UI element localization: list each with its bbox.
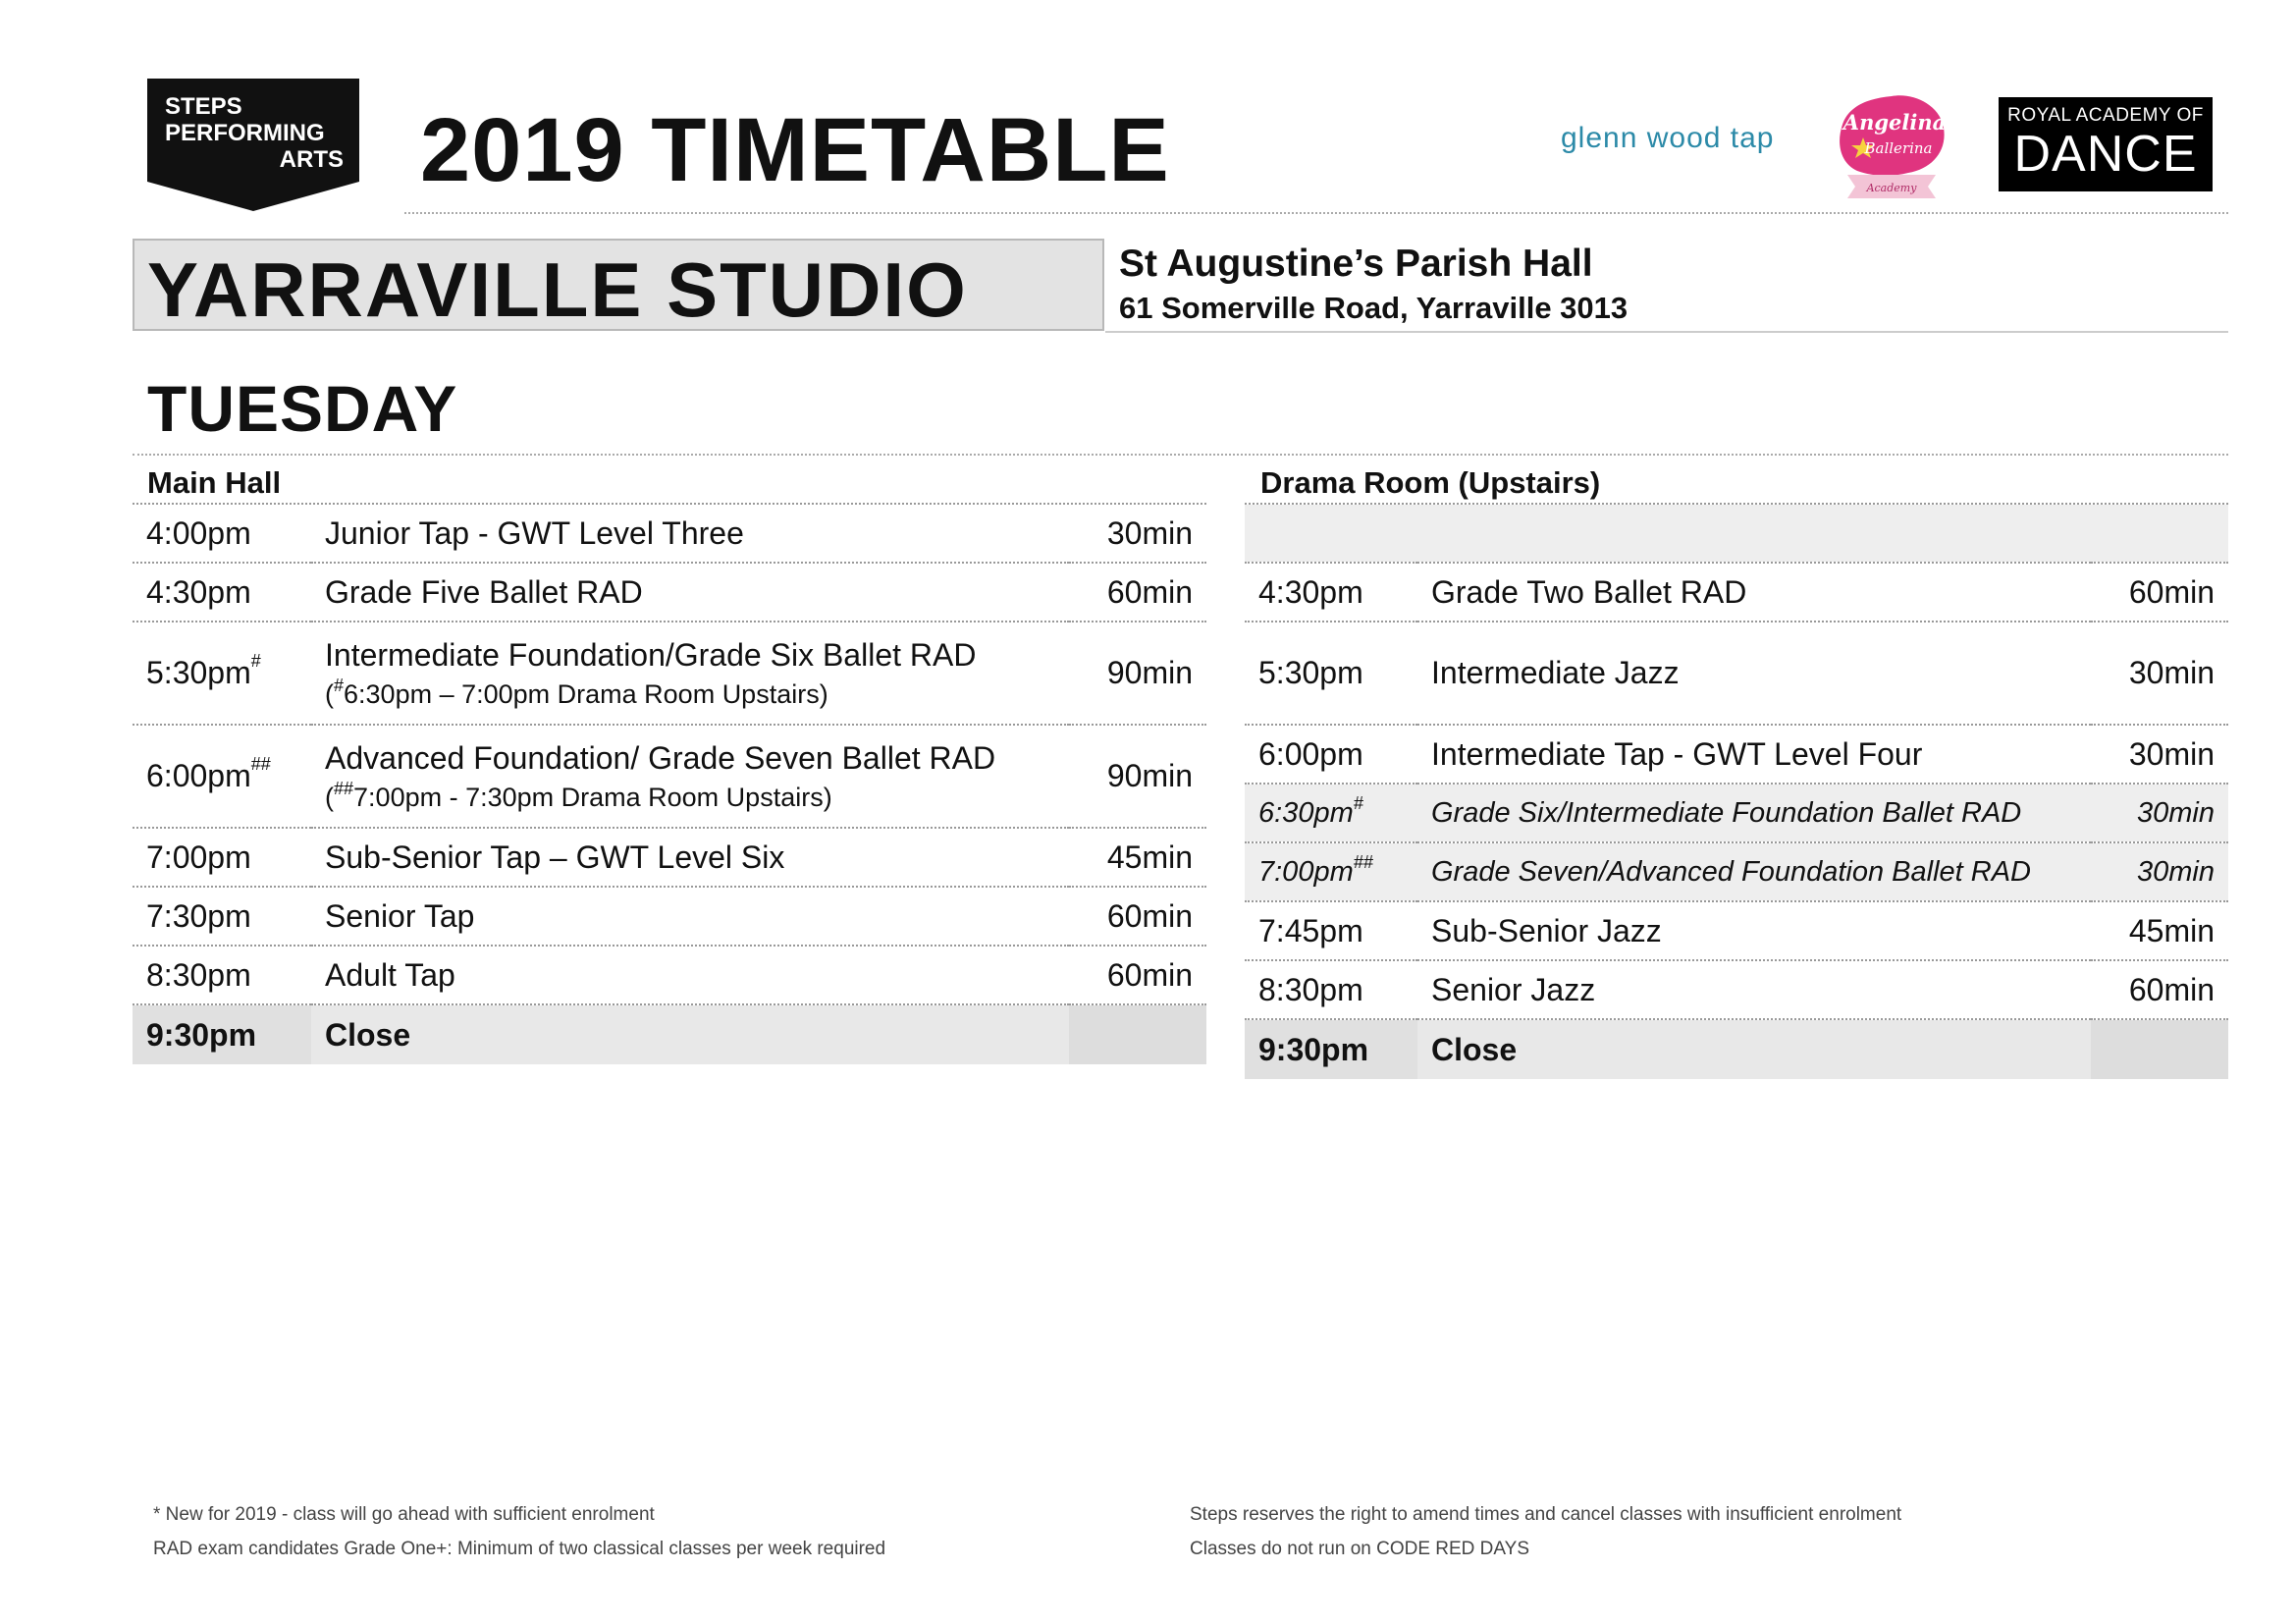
rad-logo-top: ROYAL ACADEMY OF [2007,105,2204,126]
note-text: 7:00pm - 7:30pm Drama Room Upstairs) [353,782,832,812]
studio-name: YARRAVILLE STUDIO [147,246,968,333]
footnote-rad-exam: RAD exam candidates Grade One+: Minimum of two classical classes per week required [153,1539,886,1559]
class-time-cell [1245,842,1417,901]
angelina-sub: Ballerina [1864,139,1933,157]
close-duration [1069,1004,1206,1064]
table-row [133,563,1206,622]
class-time: 7:45pm [1245,901,1417,960]
footnote-amend-times: Steps reserves the right to amend times and cancel classes with insufficient enrolment [1190,1504,1902,1525]
class-name: Sub-Senior Tap – GWT Level Six [311,828,1069,887]
header-divider [404,212,2228,214]
venue-divider [1105,331,2228,333]
day-divider [133,454,2228,456]
class-time: 8:30pm [1245,960,1417,1019]
class-time: 7:30pm [133,887,311,946]
table-row [1245,842,2228,901]
class-time: 4:00pm [133,505,311,563]
class-name: Adult Tap [311,946,1069,1004]
class-time: 5:30pm [146,655,251,690]
class-name: Senior Jazz [1417,960,2091,1019]
drama-room-schedule [1245,505,2228,1079]
royal-academy-of-dance-logo [1999,97,2213,191]
table-row [133,887,1206,946]
angelina-ballerina-logo [1834,90,1949,200]
class-name: Intermediate Tap - GWT Level Four [1417,725,2091,784]
class-time [1245,505,1417,563]
close-row [1245,1019,2228,1079]
angelina-academy: Academy [1866,182,1917,194]
close-label: Close [311,1004,1069,1064]
table-row [133,505,1206,563]
day-title: TUESDAY [147,372,458,445]
class-time: 4:30pm [133,563,311,622]
class-time-cell [133,725,311,828]
class-time: 6:30pm [1258,796,1354,829]
venue-name: St Augustine’s Parish Hall [1119,243,1593,285]
footnote-mark: # [334,675,345,695]
class-time: 6:00pm [1245,725,1417,784]
class-name: Grade Two Ballet RAD [1417,563,2091,622]
class-time: 7:00pm [1258,855,1354,888]
logo-line-2: PERFORMING [165,120,325,146]
logo-line-3: ARTS [279,146,344,173]
steps-performing-arts-logo [147,79,359,211]
footnote-mark: ## [334,778,354,798]
footnote-mark: ## [250,754,271,774]
class-name [1417,505,2091,563]
page-title: 2019 TIMETABLE [420,100,1170,200]
class-name: Sub-Senior Jazz [1417,901,2091,960]
table-row [1245,505,2228,563]
class-name: Grade Seven/Advanced Foundation Ballet RAD [1417,842,2091,901]
class-time: 5:30pm [1245,622,1417,725]
table-row [133,725,1206,828]
class-duration: 45min [1069,828,1206,887]
venue-address: 61 Somerville Road, Yarraville 3013 [1119,291,1629,325]
note-text: 6:30pm – 7:00pm Drama Room Upstairs) [344,678,828,709]
class-time: 7:00pm [133,828,311,887]
table-row [133,828,1206,887]
close-time: 9:30pm [1245,1019,1417,1079]
class-duration: 30min [2091,725,2228,784]
class-name: Grade Six/Intermediate Foundation Ballet RAD [1417,784,2091,842]
logo-line-1: STEPS [165,93,242,120]
footnote-mark: ## [1353,851,1373,872]
class-duration: 30min [2091,784,2228,842]
table-row [1245,960,2228,1019]
class-duration: 45min [2091,901,2228,960]
class-note [325,778,1055,813]
close-duration [2091,1019,2228,1079]
footnote-code-red: Classes do not run on CODE RED DAYS [1190,1539,1530,1559]
class-duration: 30min [2091,622,2228,725]
class-time: 4:30pm [1245,563,1417,622]
table-row [1245,784,2228,842]
class-time-cell [1245,784,1417,842]
footnote-mark: # [1353,792,1363,813]
footnote-new-classes: * New for 2019 - class will go ahead with sufficient enrolment [153,1504,655,1525]
note-open: ( [325,782,334,812]
glenn-wood-tap-logo: glenn wood tap [1561,122,1775,154]
close-row [133,1004,1206,1064]
class-duration: 60min [2091,563,2228,622]
table-row [1245,563,2228,622]
class-name: Advanced Foundation/ Grade Seven Ballet RAD [325,739,996,776]
table-row [133,622,1206,725]
class-name: Intermediate Jazz [1417,622,2091,725]
class-duration: 60min [1069,946,1206,1004]
class-duration: 90min [1069,725,1206,828]
class-duration [2091,505,2228,563]
class-duration: 90min [1069,622,1206,725]
table-row [1245,622,2228,725]
table-row [1245,725,2228,784]
close-label: Close [1417,1019,2091,1079]
class-duration: 60min [1069,887,1206,946]
class-time: 8:30pm [133,946,311,1004]
class-duration: 30min [1069,505,1206,563]
class-duration: 60min [2091,960,2228,1019]
class-name-cell [311,622,1069,725]
class-name: Intermediate Foundation/Grade Six Ballet RAD [325,636,977,673]
class-name-cell [311,725,1069,828]
class-name: Grade Five Ballet RAD [311,563,1069,622]
class-duration: 30min [2091,842,2228,901]
class-name: Junior Tap - GWT Level Three [311,505,1069,563]
angelina-name: Angelina [1842,110,1947,135]
main-hall-schedule [133,505,1206,1064]
footnote-mark: # [250,651,261,671]
close-time: 9:30pm [133,1004,311,1064]
class-note [325,675,1055,710]
note-open: ( [325,678,334,709]
table-row [1245,901,2228,960]
main-hall-heading: Main Hall [147,465,282,500]
class-time: 6:00pm [146,758,251,793]
drama-room-heading: Drama Room (Upstairs) [1260,465,1601,500]
rad-logo-dance: DANCE [2013,126,2198,183]
table-row [133,946,1206,1004]
class-name: Senior Tap [311,887,1069,946]
class-time-cell [133,622,311,725]
class-duration: 60min [1069,563,1206,622]
